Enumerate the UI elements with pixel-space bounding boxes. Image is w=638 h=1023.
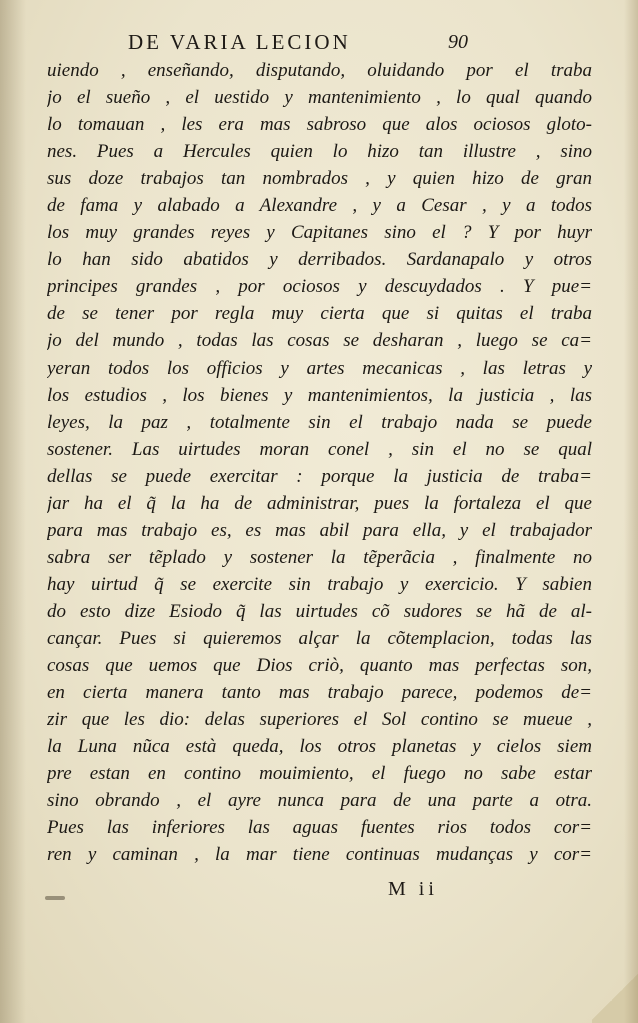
ink-smudge <box>45 896 65 900</box>
signature-mark: M ii <box>388 878 438 900</box>
text-line: lo tomauan , les era mas sabroso que alos ociosos gloto- <box>47 114 592 136</box>
text-line: principes grandes , por ociosos y descuydados . Y pue= <box>47 276 592 298</box>
text-line: jo el sueño , el uestido y mantenimiento , lo qual quando <box>47 87 592 109</box>
text-line: jo del mundo , todas las cosas se desharan , luego se ca= <box>47 330 592 352</box>
body-text <box>47 57 592 868</box>
text-line: de se tener por regla muy cierta que si quitas el traba <box>47 303 592 325</box>
text-line: hay uirtud q̃ se exercite sin trabajo y exercicio. Y sabien <box>47 573 592 595</box>
text-line: cançar. Pues si quieremos alçar la cõtemplacion, todas las <box>47 627 592 649</box>
page-corner <box>592 971 638 1023</box>
text-line: nes. Pues a Hercules quien lo hizo tan illustre , sino <box>47 141 592 163</box>
text-line: dellas se puede exercitar : porque la justicia de traba= <box>47 465 592 487</box>
text-line: leyes, la paz , totalmente sin el trabajo nada se puede <box>47 411 592 433</box>
text-line: de fama y alabado a Alexandre , y a Cesar , y a todos <box>47 195 592 217</box>
text-line: en cierta manera tanto mas trabajo parece, podemos de= <box>47 682 592 704</box>
text-line: cosas que uemos que Dios criò, quanto mas perfectas son, <box>47 655 592 677</box>
text-line: zir que les dio: delas superiores el Sol contino se mueue , <box>47 709 592 731</box>
text-line: do esto dize Esiodo q̃ las uirtudes cõ sudores se hã de al- <box>47 600 592 622</box>
text-line: lo han sido abatidos y derribados. Sardanapalo y otros <box>47 249 592 271</box>
page-number: 90 <box>448 31 468 53</box>
text-line: los muy grandes reyes y Capitanes sino el ? Y por huyr <box>47 222 592 244</box>
running-head: DE VARIA LECION <box>128 30 351 54</box>
text-line: sabra ser tẽplado y sostener la tẽperãcia , finalmente no <box>47 546 592 568</box>
text-line: sostener. Las uirtudes moran conel , sin el no se qual <box>47 438 592 460</box>
text-line: la Luna nũca està queda, los otros planetas y cielos siem <box>47 736 592 758</box>
text-line: para mas trabajo es, es mas abil para ella, y el trabajador <box>47 519 592 541</box>
text-line: sus doze trabajos tan nombrados , y quien hizo de gran <box>47 168 592 190</box>
text-line: los estudios , los bienes y mantenimientos, la justicia , las <box>47 384 592 406</box>
text-line: uiendo , enseñando, disputando, oluidando por el traba <box>47 60 592 81</box>
text-line: pre estan en contino mouimiento, el fuego no sabe estar <box>47 763 592 785</box>
text-line: sino obrando , el ayre nunca para de una parte a otra. <box>47 790 592 812</box>
text-line: ren y caminan , la mar tiene continuas mudanças y cor= <box>47 844 592 866</box>
text-line: Pues las inferiores las aguas fuentes rios todos cor= <box>47 817 592 839</box>
text-line: jar ha el q̃ la ha de administrar, pues la fortaleza el que <box>47 492 592 514</box>
text-line: yeran todos los officios y artes mecanicas , las letras y <box>47 357 592 379</box>
